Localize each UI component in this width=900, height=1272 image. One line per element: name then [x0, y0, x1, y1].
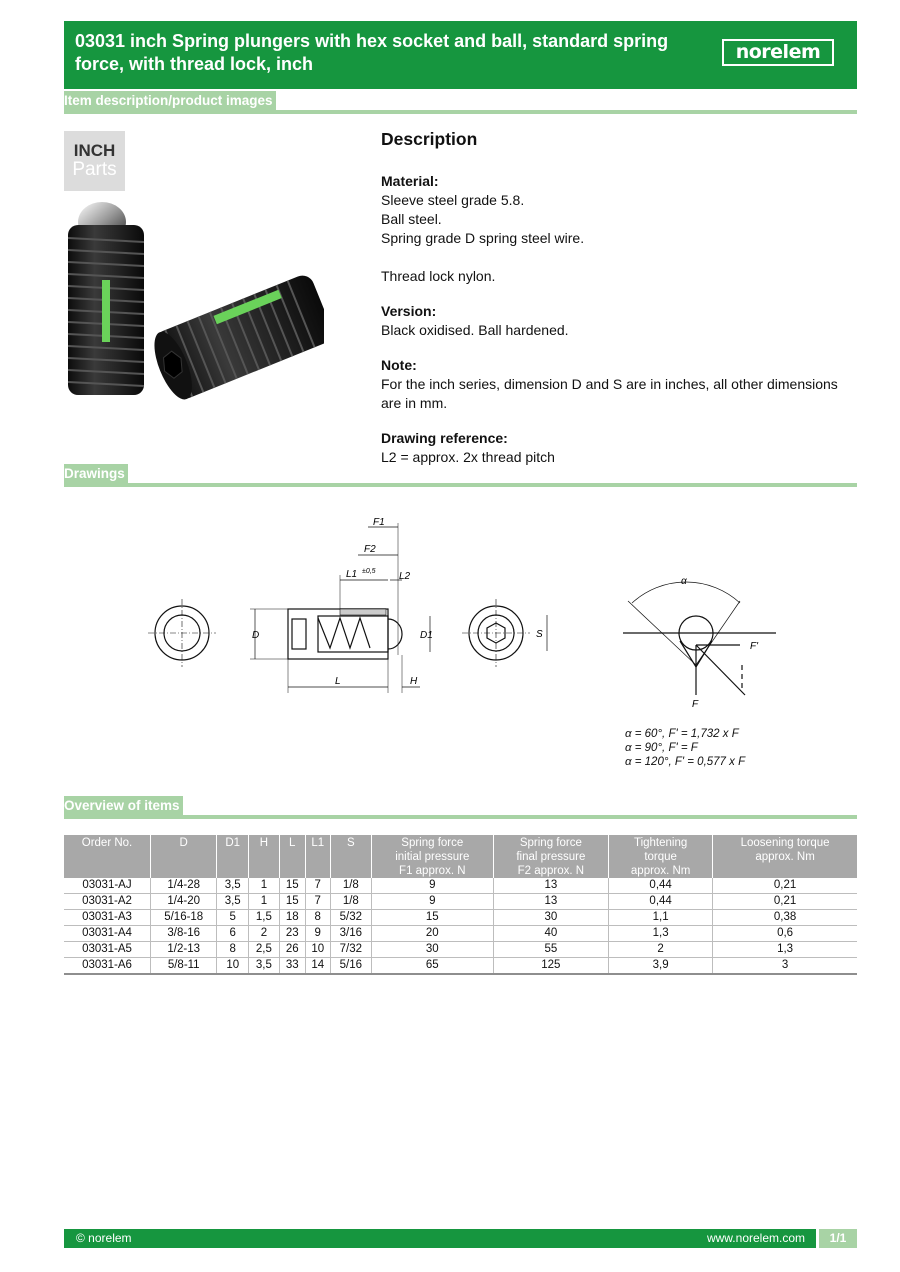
table-cell: 3,9	[609, 958, 713, 975]
material-line: Spring grade D spring steel wire.	[381, 230, 585, 246]
formula-line: α = 120°, F' = 0,577 x F	[625, 756, 746, 768]
dim-label-h: H	[410, 676, 418, 687]
product-photo	[64, 200, 324, 405]
table-cell: 10	[305, 942, 330, 958]
badge-line1: INCH	[73, 141, 116, 160]
table-cell: 2	[249, 926, 280, 942]
dim-label-l2: L2	[399, 571, 411, 582]
table-cell: 5/16-18	[151, 910, 217, 926]
table-cell: 10	[217, 958, 249, 975]
dim-label-s: S	[536, 629, 543, 640]
section-drawings	[64, 464, 857, 487]
table-cell: 3,5	[249, 958, 280, 975]
column-header: L	[279, 835, 305, 878]
note-heading: Note:	[381, 357, 417, 373]
section-label: Overview of items	[64, 796, 183, 815]
table-cell: 7	[305, 878, 330, 894]
table-cell: 125	[493, 958, 608, 975]
table-cell: 0,44	[609, 878, 713, 894]
table-cell: 8	[217, 942, 249, 958]
table-cell: 26	[279, 942, 305, 958]
table-body	[64, 878, 857, 974]
column-header: D	[151, 835, 217, 878]
dim-label-l1: L1	[346, 569, 358, 580]
table-cell: 30	[493, 910, 608, 926]
table-cell: 03031-A5	[64, 942, 151, 958]
table-row	[64, 894, 857, 910]
table-cell: 3/8-16	[151, 926, 217, 942]
table-cell: 15	[279, 878, 305, 894]
table-cell: 0,21	[713, 894, 857, 910]
dim-label-l: L	[335, 676, 341, 687]
table-cell: 3/16	[330, 926, 371, 942]
table-cell: 1,3	[609, 926, 713, 942]
column-header: S	[330, 835, 371, 878]
column-header: D1	[217, 835, 249, 878]
page-number: 1/1	[819, 1229, 857, 1248]
table-cell: 03031-A4	[64, 926, 151, 942]
table-cell: 7/32	[330, 942, 371, 958]
dim-label-d1: D1	[420, 630, 433, 641]
table-cell: 8	[305, 910, 330, 926]
dim-label-f2: F2	[364, 544, 376, 555]
table-cell: 1,3	[713, 942, 857, 958]
table-cell: 15	[371, 910, 493, 926]
table-cell: 14	[305, 958, 330, 975]
table-header-row	[64, 835, 857, 878]
material-line: Sleeve steel grade 5.8.	[381, 192, 525, 208]
table-cell: 5	[217, 910, 249, 926]
column-header: Loosening torque approx. Nm	[713, 835, 857, 878]
formula-line: α = 90°, F' = F	[625, 742, 698, 754]
table-cell: 03031-A2	[64, 894, 151, 910]
table-cell: 5/8-11	[151, 958, 217, 975]
table-cell: 1/8	[330, 878, 371, 894]
description-title: Description	[381, 129, 478, 149]
column-header: Spring force final pressure F2 approx. N	[493, 835, 608, 878]
material-heading: Material:	[381, 173, 439, 189]
table-cell: 13	[493, 878, 608, 894]
table-cell: 5/32	[330, 910, 371, 926]
table-cell: 3	[713, 958, 857, 975]
table-cell: 2	[609, 942, 713, 958]
thread-lock-text: Thread lock nylon.	[381, 268, 496, 284]
table-cell: 03031-A3	[64, 910, 151, 926]
description-block	[381, 126, 861, 467]
table-cell: 3,5	[217, 894, 249, 910]
table-cell: 03031-A6	[64, 958, 151, 975]
table-cell: 3,5	[217, 878, 249, 894]
table-row	[64, 910, 857, 926]
table-cell: 5/16	[330, 958, 371, 975]
note-text: For the inch series, dimension D and S are in inches, all other dimensions are in mm.	[381, 376, 838, 411]
table-cell: 0,44	[609, 894, 713, 910]
dim-label-f1: F1	[373, 517, 385, 528]
section-overview	[64, 796, 857, 819]
table-cell: 33	[279, 958, 305, 975]
table-cell: 9	[371, 878, 493, 894]
table-cell: 20	[371, 926, 493, 942]
table-cell: 03031-AJ	[64, 878, 151, 894]
table-cell: 9	[371, 894, 493, 910]
table-cell: 1/8	[330, 894, 371, 910]
table-cell: 30	[371, 942, 493, 958]
table-row	[64, 958, 857, 975]
table-cell: 2,5	[249, 942, 280, 958]
drawing-reference-text: L2 = approx. 2x thread pitch	[381, 449, 555, 465]
column-header: Tightening torque approx. Nm	[609, 835, 713, 878]
table-row	[64, 926, 857, 942]
footer-url[interactable]: www.norelem.com	[706, 1231, 805, 1245]
column-header: L1	[305, 835, 330, 878]
drawing-reference-heading: Drawing reference:	[381, 430, 508, 446]
table-cell: 1,1	[609, 910, 713, 926]
page-title: 03031 inch Spring plungers with hex socket and ball, standard spring force, with thread lock, inch	[75, 31, 669, 74]
section-label: Item description/product images	[64, 91, 276, 110]
table-cell: 13	[493, 894, 608, 910]
dim-label-d: D	[252, 630, 260, 641]
table-row	[64, 878, 857, 894]
section-label: Drawings	[64, 464, 128, 483]
table-cell: 15	[279, 894, 305, 910]
table-cell: 1	[249, 878, 280, 894]
inch-parts-badge	[64, 131, 125, 191]
table-cell: 1/4-28	[151, 878, 217, 894]
table-cell: 40	[493, 926, 608, 942]
column-header: H	[249, 835, 280, 878]
table-cell: 6	[217, 926, 249, 942]
table-cell: 9	[305, 926, 330, 942]
table-cell: 0,38	[713, 910, 857, 926]
dim-label-l1-tolerance: ±0,5	[362, 568, 376, 575]
norelem-logo: norelem	[722, 39, 834, 66]
title-banner	[64, 21, 857, 89]
section-item-description	[64, 91, 857, 114]
column-header: Spring force initial pressure F1 approx. N	[371, 835, 493, 878]
table-cell: 23	[279, 926, 305, 942]
table-cell: 1,5	[249, 910, 280, 926]
dim-label-alpha: α	[681, 576, 687, 587]
table-cell: 7	[305, 894, 330, 910]
version-text: Black oxidised. Ball hardened.	[381, 322, 569, 338]
table-cell: 0,21	[713, 878, 857, 894]
table-cell: 1/4-20	[151, 894, 217, 910]
footer-bar	[64, 1229, 857, 1248]
table-cell: 1	[249, 894, 280, 910]
badge-line2: Parts	[72, 159, 117, 180]
formula-line: α = 60°, F' = 1,732 x F	[625, 728, 739, 740]
table-cell: 55	[493, 942, 608, 958]
dim-label-f: F	[692, 699, 699, 710]
table-cell: 65	[371, 958, 493, 975]
footer-copyright: © norelem	[76, 1231, 132, 1245]
dim-label-f-prime: F'	[750, 641, 759, 652]
table-cell: 18	[279, 910, 305, 926]
column-header: Order No.	[64, 835, 151, 878]
items-table	[64, 835, 857, 975]
table-cell: 0,6	[713, 926, 857, 942]
version-heading: Version:	[381, 303, 437, 319]
table-cell: 1/2-13	[151, 942, 217, 958]
table-row	[64, 942, 857, 958]
material-line: Ball steel.	[381, 211, 442, 227]
